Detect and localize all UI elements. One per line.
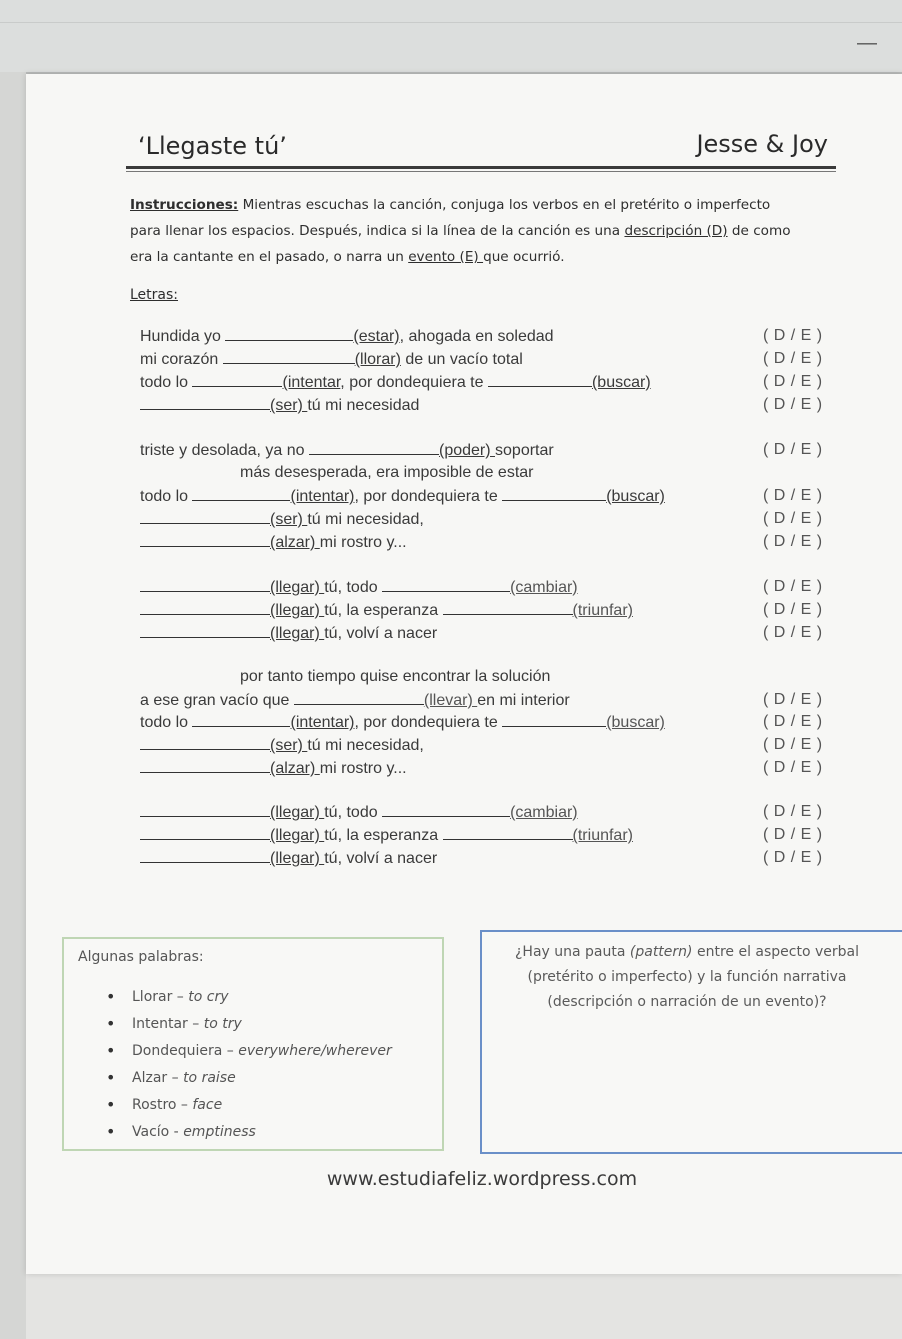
lyric-line: por tanto tiempo quise encontrar la solución — [240, 668, 551, 685]
song-artist: Jesse & Joy — [696, 130, 828, 158]
answer-blank[interactable] — [140, 825, 270, 840]
vocabulary-item: • Rostro – face — [90, 1097, 392, 1124]
answer-blank[interactable] — [192, 372, 282, 387]
website-url: www.estudiafeliz.wordpress.com — [326, 1168, 638, 1190]
instructions-line1: Mientras escuchas la canción, conjuga los verbos en el pretérito o imperfecto — [238, 197, 771, 213]
answer-blank[interactable] — [502, 712, 606, 727]
de-choice[interactable]: ( D / E ) — [763, 441, 823, 458]
lyric-line: triste y desolada, ya no (poder) soportar — [140, 442, 554, 459]
de-choice[interactable]: ( D / E ) — [763, 826, 823, 843]
vocabulary-title: Algunas palabras: — [78, 949, 204, 965]
de-choice[interactable]: ( D / E ) — [763, 736, 823, 753]
instructions-label: Instrucciones: — [130, 197, 239, 213]
answer-blank[interactable] — [140, 848, 270, 863]
answer-blank[interactable] — [382, 802, 510, 817]
lyric-line: (llegar) tú, volví a nacer — [140, 848, 437, 869]
answer-blank[interactable] — [382, 577, 510, 592]
de-choice[interactable]: ( D / E ) — [763, 327, 823, 344]
answer-blank[interactable] — [140, 802, 270, 817]
lyric-line: (llegar) tú, la esperanza (triunfar) — [140, 825, 633, 846]
lyric-line: todo lo (intentar), por dondequiera te (buscar) — [140, 488, 665, 505]
de-choice[interactable]: ( D / E ) — [763, 849, 823, 866]
answer-blank[interactable] — [225, 326, 353, 341]
letras-heading: Letras: — [130, 287, 179, 303]
lyric-line: (llegar) tú, la esperanza (triunfar) — [140, 600, 633, 621]
lyric-line: a ese gran vacío que (llevar) en mi interior — [140, 692, 570, 709]
lyric-line: (ser) tú mi necesidad — [140, 395, 419, 416]
de-choice[interactable]: ( D / E ) — [763, 350, 823, 367]
answer-blank[interactable] — [488, 372, 592, 387]
instructions-line2b: de como — [727, 223, 791, 239]
lyric-line: todo lo (intentar, por dondequiera te (buscar) — [140, 374, 651, 391]
de-choice[interactable]: ( D / E ) — [763, 396, 823, 413]
answer-blank[interactable] — [140, 623, 270, 638]
lyric-line: mi corazón (llorar) de un vacío total — [140, 351, 523, 368]
de-choice[interactable]: ( D / E ) — [763, 487, 823, 504]
de-choice[interactable]: ( D / E ) — [763, 759, 823, 776]
lyric-line: (llegar) tú, volví a nacer — [140, 623, 437, 644]
de-choice[interactable]: ( D / E ) — [763, 578, 823, 595]
descripcion-label: descripción (D) — [624, 223, 728, 239]
answer-blank[interactable] — [140, 600, 270, 615]
evento-label: evento (E) — [408, 249, 484, 265]
answer-blank[interactable] — [140, 758, 270, 773]
answer-blank[interactable] — [140, 509, 270, 524]
pattern-question: ¿Hay una pauta (pattern) entre el aspecto verbal (pretérito o imperfecto) y la función narrativa (descripción o narración de un evento)? — [514, 944, 859, 1010]
answer-blank[interactable] — [294, 690, 424, 705]
vocabulary-item: • Dondequiera – everywhere/wherever — [90, 1043, 392, 1070]
answer-blank[interactable] — [192, 486, 290, 501]
answer-blank[interactable] — [140, 577, 270, 592]
de-choice[interactable]: ( D / E ) — [763, 533, 823, 550]
answer-blank[interactable] — [140, 395, 270, 410]
answer-blank[interactable] — [309, 440, 439, 455]
de-choice[interactable]: ( D / E ) — [763, 510, 823, 527]
answer-blank[interactable] — [140, 735, 270, 750]
de-choice[interactable]: ( D / E ) — [763, 713, 823, 730]
minimize-icon[interactable]: — — [857, 32, 877, 54]
song-title: ‘Llegaste tú’ — [138, 132, 287, 160]
de-choice[interactable]: ( D / E ) — [763, 803, 823, 820]
lyric-line: (llegar) tú, todo (cambiar) — [140, 802, 578, 823]
lyric-line: (ser) tú mi necesidad, — [140, 735, 424, 756]
de-choice[interactable]: ( D / E ) — [763, 601, 823, 618]
answer-blank[interactable] — [140, 532, 270, 547]
vocabulary-item: • Vacío - emptiness — [90, 1124, 392, 1151]
lyric-line: Hundida yo (estar), ahogada en soledad — [140, 328, 554, 345]
vocabulary-box — [62, 937, 444, 1151]
lyric-line: (alzar) mi rostro y... — [140, 758, 407, 779]
lyric-line: más desesperada, era imposible de estar — [240, 464, 534, 481]
vocabulary-item: • Llorar – to cry — [90, 989, 392, 1016]
pattern-question-box[interactable] — [480, 930, 902, 1154]
de-choice[interactable]: ( D / E ) — [763, 691, 823, 708]
vocabulary-list — [90, 989, 392, 1151]
vocabulary-item: • Intentar – to try — [90, 1016, 392, 1043]
de-choice[interactable]: ( D / E ) — [763, 624, 823, 641]
instructions-line2a: para llenar los espacios. Después, indica si la línea de la canción es una — [130, 223, 625, 239]
answer-blank[interactable] — [192, 712, 290, 727]
answer-blank[interactable] — [443, 825, 573, 840]
instructions-line3b: que ocurrió. — [483, 249, 565, 265]
de-choice[interactable]: ( D / E ) — [763, 373, 823, 390]
vocabulary-item: • Alzar – to raise — [90, 1070, 392, 1097]
lyric-line: (ser) tú mi necesidad, — [140, 509, 424, 530]
lyric-line: (alzar) mi rostro y... — [140, 532, 407, 553]
lyric-line: (llegar) tú, todo (cambiar) — [140, 577, 578, 598]
lyric-line: todo lo (intentar), por dondequiera te (buscar) — [140, 714, 665, 731]
answer-blank[interactable] — [502, 486, 606, 501]
answer-blank[interactable] — [223, 349, 355, 364]
instructions-line3a: era la cantante en el pasado, o narra un — [130, 249, 409, 265]
answer-blank[interactable] — [443, 600, 573, 615]
